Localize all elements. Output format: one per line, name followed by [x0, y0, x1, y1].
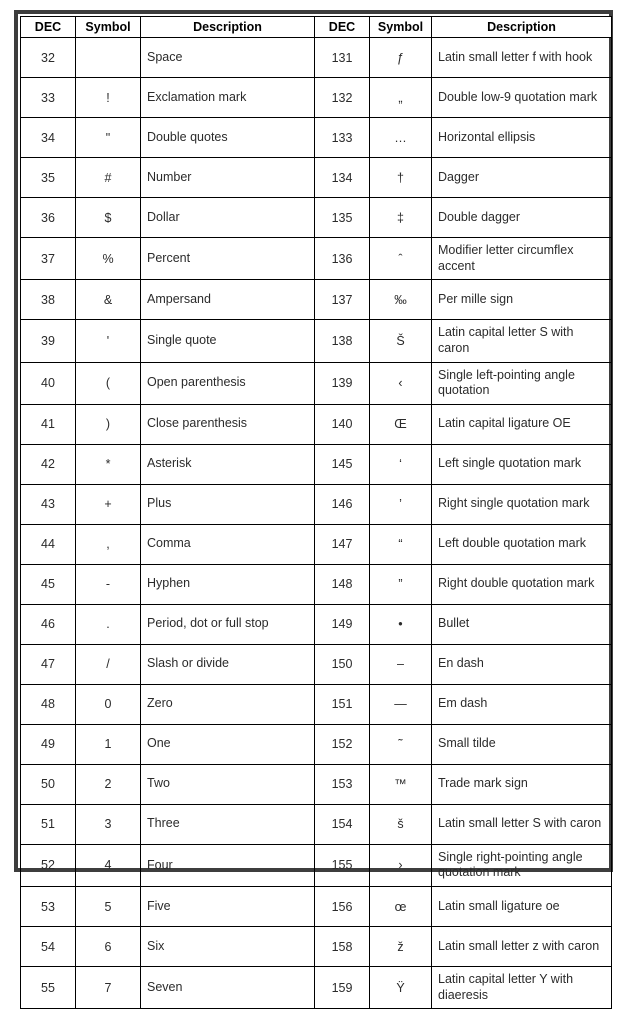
cell-description-left: Four [141, 844, 315, 886]
cell-dec-right: 146 [315, 484, 370, 524]
cell-dec-left: 51 [21, 804, 76, 844]
cell-description-left: Dollar [141, 198, 315, 238]
cell-dec-left: 35 [21, 158, 76, 198]
cell-symbol-right: • [370, 604, 432, 644]
cell-symbol-right: ™ [370, 764, 432, 804]
cell-symbol-left: # [76, 158, 141, 198]
cell-description-right: En dash [432, 644, 612, 684]
header-description-right: Description [432, 17, 612, 38]
cell-dec-right: 158 [315, 927, 370, 967]
cell-symbol-left: & [76, 280, 141, 320]
cell-dec-right: 138 [315, 320, 370, 362]
cell-description-left: Space [141, 38, 315, 78]
character-map-table [20, 16, 612, 1009]
cell-description-right: Dagger [432, 158, 612, 198]
cell-dec-left: 54 [21, 927, 76, 967]
cell-symbol-left: 7 [76, 967, 141, 1009]
cell-symbol-left: " [76, 118, 141, 158]
cell-dec-left: 52 [21, 844, 76, 886]
table-row [21, 444, 612, 484]
cell-symbol-right: … [370, 118, 432, 158]
cell-symbol-left: 3 [76, 804, 141, 844]
cell-symbol-left: 5 [76, 887, 141, 927]
table-row [21, 644, 612, 684]
cell-description-right: Horizontal ellipsis [432, 118, 612, 158]
cell-description-right: Latin capital letter S with caron [432, 320, 612, 362]
header-symbol-left: Symbol [76, 17, 141, 38]
cell-description-right: Bullet [432, 604, 612, 644]
table-row [21, 684, 612, 724]
cell-dec-right: 140 [315, 404, 370, 444]
table-row [21, 804, 612, 844]
cell-description-left: Double quotes [141, 118, 315, 158]
cell-symbol-left: $ [76, 198, 141, 238]
cell-dec-right: 154 [315, 804, 370, 844]
cell-symbol-left: ! [76, 78, 141, 118]
cell-dec-right: 132 [315, 78, 370, 118]
cell-description-right: Left double quotation mark [432, 524, 612, 564]
cell-description-right: Single right-pointing angle quotation mark [432, 844, 612, 886]
cell-dec-left: 40 [21, 362, 76, 404]
cell-description-left: Single quote [141, 320, 315, 362]
cell-symbol-right: – [370, 644, 432, 684]
header-symbol-right: Symbol [370, 17, 432, 38]
cell-description-right: Latin small ligature oe [432, 887, 612, 927]
cell-dec-right: 151 [315, 684, 370, 724]
cell-symbol-right: ’ [370, 484, 432, 524]
cell-symbol-right: › [370, 844, 432, 886]
cell-symbol-right: ‡ [370, 198, 432, 238]
cell-dec-left: 44 [21, 524, 76, 564]
cell-description-right: Latin capital letter Y with diaeresis [432, 967, 612, 1009]
cell-dec-right: 150 [315, 644, 370, 684]
cell-symbol-right: Œ [370, 404, 432, 444]
cell-symbol-right: ˜ [370, 724, 432, 764]
table-row [21, 524, 612, 564]
cell-symbol-left: % [76, 238, 141, 280]
cell-description-right: Right double quotation mark [432, 564, 612, 604]
cell-description-left: Hyphen [141, 564, 315, 604]
cell-description-left: Number [141, 158, 315, 198]
table-row [21, 564, 612, 604]
cell-description-right: Single left-pointing angle quotation [432, 362, 612, 404]
table-row [21, 198, 612, 238]
header-description-left: Description [141, 17, 315, 38]
cell-symbol-right: ƒ [370, 38, 432, 78]
cell-symbol-right: œ [370, 887, 432, 927]
cell-description-left: Period, dot or full stop [141, 604, 315, 644]
cell-dec-left: 53 [21, 887, 76, 927]
cell-dec-left: 38 [21, 280, 76, 320]
cell-description-right: Double low-9 quotation mark [432, 78, 612, 118]
table-row [21, 280, 612, 320]
cell-description-left: Five [141, 887, 315, 927]
cell-dec-right: 139 [315, 362, 370, 404]
table-row [21, 362, 612, 404]
cell-description-right: Double dagger [432, 198, 612, 238]
cell-description-left: Comma [141, 524, 315, 564]
cell-dec-left: 42 [21, 444, 76, 484]
table-row [21, 764, 612, 804]
cell-symbol-left [76, 38, 141, 78]
cell-description-left: Six [141, 927, 315, 967]
header-dec-right: DEC [315, 17, 370, 38]
cell-description-left: Ampersand [141, 280, 315, 320]
cell-dec-right: 148 [315, 564, 370, 604]
cell-symbol-right: š [370, 804, 432, 844]
cell-dec-left: 37 [21, 238, 76, 280]
cell-dec-left: 39 [21, 320, 76, 362]
cell-dec-right: 147 [315, 524, 370, 564]
table-row [21, 38, 612, 78]
cell-symbol-left: ( [76, 362, 141, 404]
cell-symbol-left: 6 [76, 927, 141, 967]
cell-dec-left: 33 [21, 78, 76, 118]
cell-symbol-right: † [370, 158, 432, 198]
cell-dec-right: 155 [315, 844, 370, 886]
cell-symbol-right: „ [370, 78, 432, 118]
cell-dec-right: 136 [315, 238, 370, 280]
cell-description-right: Latin small letter S with caron [432, 804, 612, 844]
table-row [21, 78, 612, 118]
cell-symbol-left: * [76, 444, 141, 484]
cell-dec-right: 133 [315, 118, 370, 158]
cell-symbol-left: ' [76, 320, 141, 362]
cell-symbol-right: “ [370, 524, 432, 564]
cell-symbol-right: Š [370, 320, 432, 362]
cell-dec-left: 50 [21, 764, 76, 804]
cell-description-left: Zero [141, 684, 315, 724]
cell-dec-right: 149 [315, 604, 370, 644]
cell-description-right: Latin small letter z with caron [432, 927, 612, 967]
cell-description-left: Three [141, 804, 315, 844]
header-row [21, 17, 612, 38]
table-row [21, 927, 612, 967]
cell-symbol-left: / [76, 644, 141, 684]
cell-symbol-right: ” [370, 564, 432, 604]
cell-description-left: Two [141, 764, 315, 804]
cell-dec-left: 47 [21, 644, 76, 684]
table-row [21, 724, 612, 764]
cell-dec-left: 41 [21, 404, 76, 444]
cell-dec-left: 36 [21, 198, 76, 238]
cell-dec-right: 131 [315, 38, 370, 78]
cell-dec-left: 55 [21, 967, 76, 1009]
cell-dec-right: 159 [315, 967, 370, 1009]
table-header [21, 17, 612, 38]
cell-symbol-left: + [76, 484, 141, 524]
cell-symbol-left: , [76, 524, 141, 564]
table-row [21, 118, 612, 158]
table-row [21, 404, 612, 444]
cell-dec-left: 48 [21, 684, 76, 724]
cell-dec-left: 45 [21, 564, 76, 604]
cell-description-right: Right single quotation mark [432, 484, 612, 524]
cell-dec-right: 152 [315, 724, 370, 764]
table-row [21, 887, 612, 927]
cell-symbol-left: 1 [76, 724, 141, 764]
cell-symbol-left: 4 [76, 844, 141, 886]
cell-description-right: Latin capital ligature OE [432, 404, 612, 444]
cell-symbol-left: 2 [76, 764, 141, 804]
table-row [21, 604, 612, 644]
cell-symbol-right: ‰ [370, 280, 432, 320]
table-row [21, 158, 612, 198]
cell-symbol-right: Ÿ [370, 967, 432, 1009]
cell-symbol-left: - [76, 564, 141, 604]
cell-description-left: One [141, 724, 315, 764]
cell-description-left: Slash or divide [141, 644, 315, 684]
cell-description-right: Trade mark sign [432, 764, 612, 804]
cell-dec-right: 156 [315, 887, 370, 927]
header-dec-left: DEC [21, 17, 76, 38]
cell-symbol-left: . [76, 604, 141, 644]
cell-symbol-left: 0 [76, 684, 141, 724]
cell-dec-right: 153 [315, 764, 370, 804]
cell-description-left: Seven [141, 967, 315, 1009]
cell-dec-right: 137 [315, 280, 370, 320]
cell-description-left: Percent [141, 238, 315, 280]
table-row [21, 844, 612, 886]
cell-dec-left: 49 [21, 724, 76, 764]
cell-description-right: Latin small letter f with hook [432, 38, 612, 78]
cell-dec-right: 145 [315, 444, 370, 484]
cell-description-left: Exclamation mark [141, 78, 315, 118]
table-row [21, 967, 612, 1009]
cell-description-right: Modifier letter circumflex accent [432, 238, 612, 280]
cell-description-left: Close parenthesis [141, 404, 315, 444]
cell-dec-left: 43 [21, 484, 76, 524]
cell-description-right: Per mille sign [432, 280, 612, 320]
cell-description-left: Plus [141, 484, 315, 524]
cell-description-right: Small tilde [432, 724, 612, 764]
cell-symbol-right: ˆ [370, 238, 432, 280]
cell-description-left: Asterisk [141, 444, 315, 484]
cell-description-right: Left single quotation mark [432, 444, 612, 484]
cell-dec-left: 46 [21, 604, 76, 644]
cell-symbol-right: ‹ [370, 362, 432, 404]
table-row [21, 484, 612, 524]
table-row [21, 238, 612, 280]
cell-dec-left: 32 [21, 38, 76, 78]
cell-description-left: Open parenthesis [141, 362, 315, 404]
cell-description-right: Em dash [432, 684, 612, 724]
table-body [21, 38, 612, 1009]
table-row [21, 320, 612, 362]
cell-symbol-right: — [370, 684, 432, 724]
cell-dec-left: 34 [21, 118, 76, 158]
cell-dec-right: 134 [315, 158, 370, 198]
cell-dec-right: 135 [315, 198, 370, 238]
cell-symbol-left: ) [76, 404, 141, 444]
cell-symbol-right: ž [370, 927, 432, 967]
cell-symbol-right: ‘ [370, 444, 432, 484]
character-table-container [14, 10, 613, 1002]
